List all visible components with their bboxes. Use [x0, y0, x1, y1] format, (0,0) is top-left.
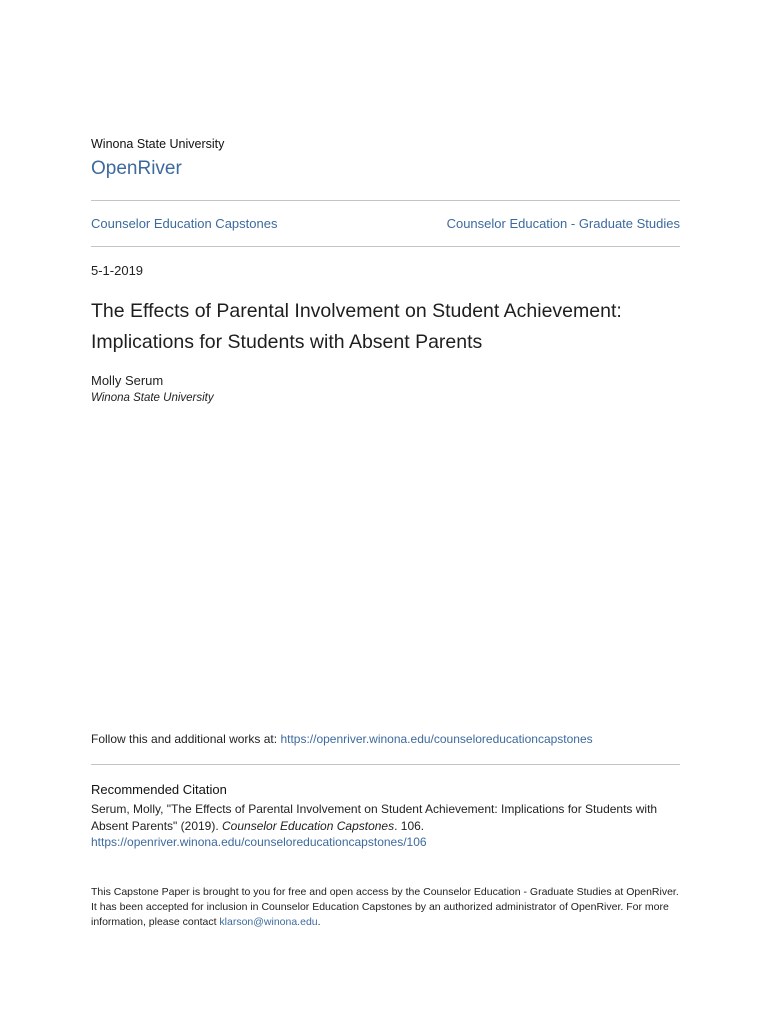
- follow-url-link[interactable]: https://openriver.winona.edu/counseloreducationcapstones: [280, 732, 593, 746]
- contact-email-link[interactable]: klarson@winona.edu: [219, 916, 318, 928]
- citation-text: [91, 801, 680, 851]
- publication-date: 5-1-2019: [91, 263, 144, 278]
- citation-series: Counselor Education Capstones: [222, 818, 395, 833]
- notice-end: .: [317, 916, 321, 928]
- follow-label: Follow this and additional works at:: [91, 732, 281, 746]
- citation-heading: Recommended Citation: [91, 782, 227, 797]
- top-divider: [91, 200, 680, 201]
- cover-page: [91, 0, 680, 1024]
- follow-line: [91, 732, 593, 746]
- citation-divider: [91, 764, 680, 765]
- repository-link[interactable]: OpenRiver: [91, 158, 182, 179]
- citation-body: Serum, Molly, "The Effects of Parental Involvement on Student Achievement: Implications for Students with Absent Parents" (2019).: [91, 802, 658, 833]
- author-name: Molly Serum: [91, 373, 164, 388]
- title-line-2: Implications for Students with Absent Parents: [91, 331, 483, 353]
- institution-name: Winona State University: [91, 137, 225, 151]
- collection-link-capstones[interactable]: Counselor Education Capstones: [91, 216, 278, 231]
- citation-url-link[interactable]: https://openriver.winona.edu/counseloreducationcapstones/106: [91, 835, 427, 849]
- notice-text: This Capstone Paper is brought to you for free and open access by the Counselor Education - Graduate Studies at OpenRiver. It has been accepted for inclusion in Counselor Education Capstones by an authorized administrator of OpenRiver. For more information, please contact: [91, 886, 679, 928]
- collection-link-graduate-studies[interactable]: Counselor Education - Graduate Studies: [446, 216, 680, 231]
- author-affiliation: Winona State University: [91, 392, 214, 404]
- document-title: [91, 296, 680, 358]
- collections-divider: [91, 246, 680, 247]
- access-notice: [91, 885, 680, 930]
- title-line-1: The Effects of Parental Involvement on Student Achievement:: [91, 300, 622, 322]
- citation-number: . 106.: [394, 818, 425, 833]
